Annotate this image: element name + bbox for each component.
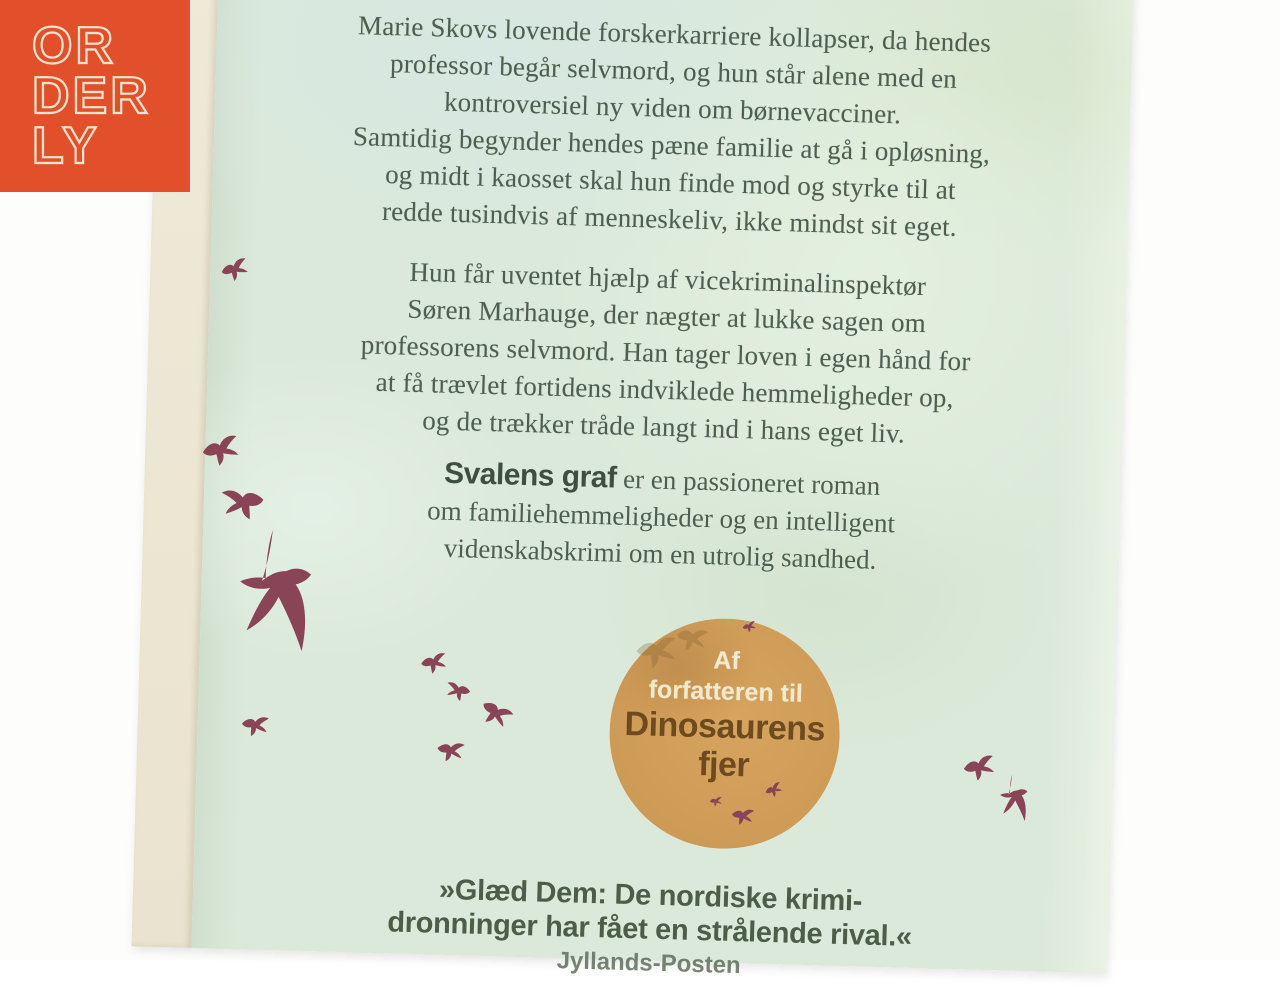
blurb-line: videnskabskrimi om en utrolig sandhed.	[443, 532, 877, 575]
quote-line: »Glæd Dem: De nordiske krimi-	[438, 873, 863, 918]
quote-attribution-cropped: Jyllands-Posten	[556, 947, 742, 980]
swallow-icon	[419, 652, 448, 675]
swallow-icon	[469, 687, 521, 739]
blurb-line: kontroversiel ny viden om børnevacciner.	[443, 86, 902, 130]
blurb-line: Samtidig begynder hendes pæne familie at gå i opløsning,	[352, 121, 991, 169]
badge-line: fjer	[697, 744, 750, 785]
blurb-line: og midt i kaosset skal hun finde mod og styrke til at	[384, 158, 957, 205]
swallow-icon	[445, 681, 472, 702]
swallow-icon	[741, 620, 757, 633]
quote-line: dronninger har fået en strålende rival.«	[386, 906, 913, 953]
author-badge	[606, 616, 842, 852]
swallow-icon	[961, 754, 997, 783]
blurb-paragraph-3	[202, 448, 1120, 586]
orderly-logo-text: OR	[32, 17, 116, 75]
orderly-logo-text: LY	[32, 117, 100, 175]
orderly-logo	[0, 0, 190, 192]
swallow-icon	[433, 737, 467, 765]
swallow-icon	[238, 712, 271, 739]
blurb-line: professor begår selvmord, og hun står alene med en	[389, 48, 958, 94]
blurb-line: Hun får uventet hjælp af vicekriminalinspektør	[409, 256, 927, 302]
blurb-line: redde tusindvis af menneskeliv, ikke mindst sit eget.	[381, 195, 958, 242]
blurb-line: professorens selvmord. Han tager loven i egen hånd for	[360, 329, 971, 377]
blurb-line: at få trævlet fortidens indviklede hemmeligheder op,	[375, 366, 954, 413]
swallow-icon	[709, 796, 723, 806]
blurb-line: Marie Skovs lovende forskerkarriere kollapser, da hendes	[357, 10, 992, 58]
badge-line: Dinosaurens	[624, 704, 826, 749]
book-back-cover	[131, 0, 1133, 980]
blurb-line: om familiehemmeligheder og en intelligent	[426, 495, 896, 539]
bird-icon	[633, 634, 678, 669]
blurb-line-rest: er en passioneret roman	[616, 463, 881, 501]
blurb-paragraph-1	[212, 3, 1133, 250]
book-title: Svalens graf	[443, 456, 617, 495]
orderly-logo-text: DER	[32, 67, 151, 125]
swallow-icon	[988, 770, 1043, 837]
blurb-line: Søren Marhauge, der nægter at lukke sagen om	[407, 293, 927, 339]
swallow-icon	[199, 433, 242, 467]
badge-line: forfatteren til	[648, 675, 804, 708]
badge-line: Af	[713, 646, 741, 676]
blurb-line: og de trækker tråde langt ind i hans eget liv.	[421, 405, 906, 449]
blurb-paragraph-2	[206, 248, 1126, 458]
cover-background	[191, 0, 1133, 980]
